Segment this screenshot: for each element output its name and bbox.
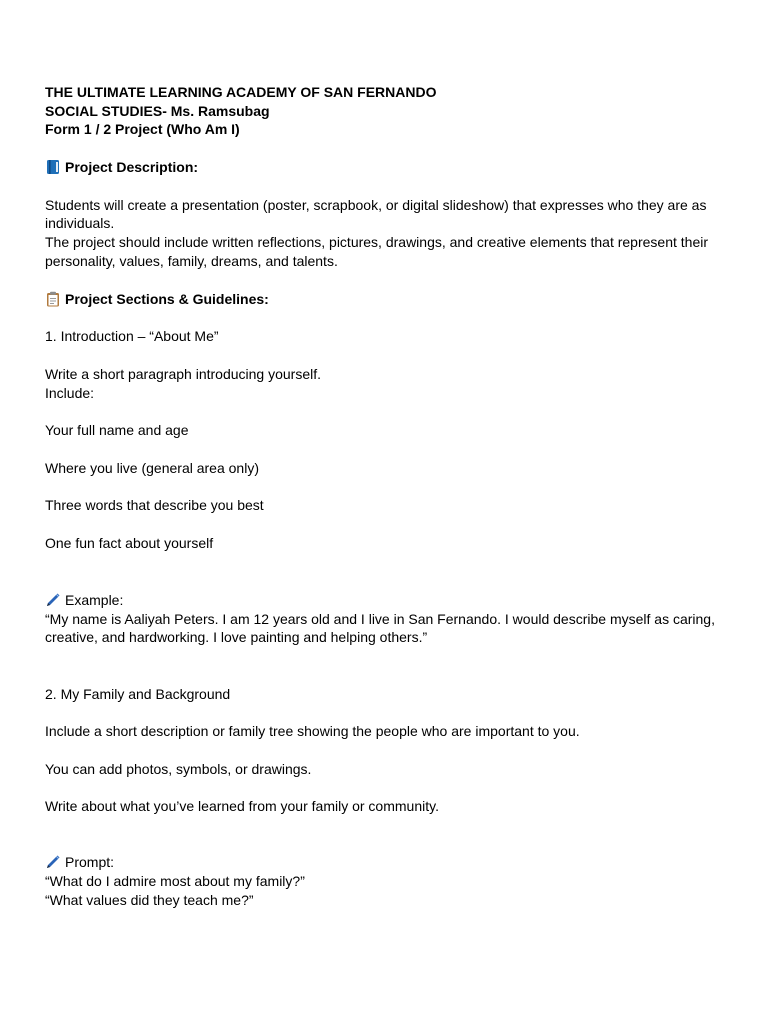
list-item: Your full name and age	[45, 422, 189, 438]
list-item: You can add photos, symbols, or drawings.	[45, 761, 312, 777]
project-form-title: Form 1 / 2 Project (Who Am I)	[45, 121, 240, 137]
list-item: Include a short description or family tree showing the people who are important to you.	[45, 723, 580, 739]
list-item: One fun fact about yourself	[45, 535, 214, 551]
subject-teacher: SOCIAL STUDIES- Ms. Ramsubag	[45, 103, 270, 119]
example-label: Example:	[45, 591, 725, 613]
section-2-title: 2. My Family and Background	[45, 686, 231, 702]
list-item: Three words that describe you best	[45, 497, 264, 513]
description-paragraph-1-line-2: individuals.	[45, 215, 115, 231]
clipboard-icon	[45, 291, 61, 312]
example-text-line-2: creative, and hardworking. I love painting and helping others.”	[45, 629, 428, 645]
prompt-line-1: “What do I admire most about my family?”	[45, 873, 305, 889]
blue-book-icon	[45, 159, 61, 180]
section-1-instruction: Write a short paragraph introducing yourself.	[45, 366, 321, 382]
project-description-heading: Project Description:	[45, 158, 725, 180]
section-1-include-label: Include:	[45, 385, 95, 401]
list-item: Where you live (general area only)	[45, 460, 259, 476]
prompt-line-2: “What values did they teach me?”	[45, 892, 254, 908]
description-paragraph-1-line-1: Students will create a presentation (poster, scrapbook, or digital slideshow) that expresses who they are as	[45, 197, 707, 213]
description-paragraph-2-line-1: The project should include written reflections, pictures, drawings, and creative elements that represent their	[45, 234, 709, 250]
list-item: Write about what you’ve learned from your family or community.	[45, 798, 439, 814]
project-sections-heading: Project Sections & Guidelines:	[45, 290, 725, 312]
section-1-title: 1. Introduction – “About Me”	[45, 328, 219, 344]
school-name: THE ULTIMATE LEARNING ACADEMY OF SAN FERNANDO	[45, 84, 437, 100]
prompt-label: Prompt:	[45, 853, 725, 875]
description-paragraph-2-line-2: personality, values, family, dreams, and talents.	[45, 253, 338, 269]
example-text-line-1: “My name is Aaliyah Peters. I am 12 years old and I live in San Fernando. I would describe myself as caring,	[45, 611, 715, 627]
